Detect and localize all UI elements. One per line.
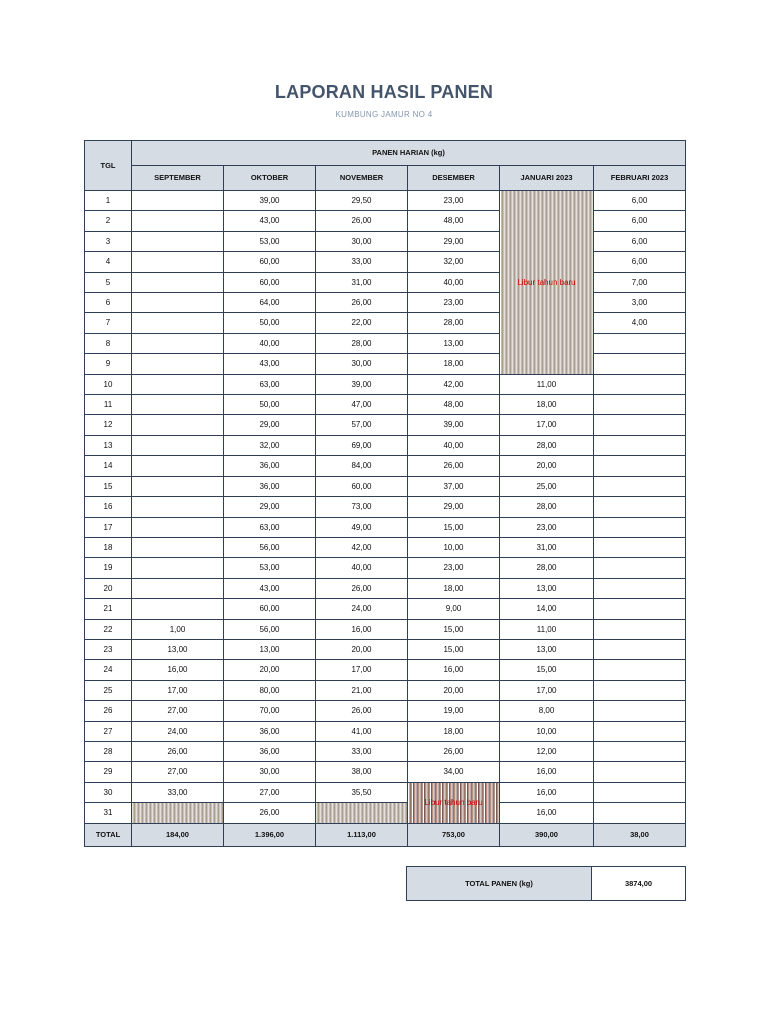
harvest-cell: 7,00 — [594, 272, 686, 292]
harvest-cell: 27,00 — [224, 782, 316, 802]
harvest-cell: 63,00 — [224, 517, 316, 537]
harvest-cell: 39,00 — [224, 191, 316, 211]
date-cell: 29 — [85, 762, 132, 782]
date-cell: 21 — [85, 599, 132, 619]
harvest-cell — [132, 252, 224, 272]
harvest-cell — [132, 374, 224, 394]
date-cell: 1 — [85, 191, 132, 211]
harvest-cell — [594, 680, 686, 700]
harvest-cell: 16,00 — [500, 803, 594, 823]
harvest-cell: 11,00 — [500, 374, 594, 394]
table-row — [85, 231, 686, 251]
harvest-cell — [594, 435, 686, 455]
tgl-header: TGL — [85, 141, 132, 191]
harvest-cell: 63,00 — [224, 374, 316, 394]
date-cell: 20 — [85, 578, 132, 598]
table-row — [85, 762, 686, 782]
harvest-cell: 32,00 — [408, 252, 500, 272]
harvest-cell: 26,00 — [408, 456, 500, 476]
harvest-cell — [594, 741, 686, 761]
harvest-cell: 8,00 — [500, 701, 594, 721]
total-cell: 1.113,00 — [316, 823, 408, 846]
holiday-label: Libur tahun baru — [517, 277, 576, 287]
harvest-cell — [594, 497, 686, 517]
table-row — [85, 497, 686, 517]
harvest-cell — [132, 456, 224, 476]
harvest-cell: 26,00 — [316, 701, 408, 721]
table-row — [85, 537, 686, 557]
date-cell: 7 — [85, 313, 132, 333]
harvest-cell: 60,00 — [224, 272, 316, 292]
harvest-cell: 29,00 — [408, 497, 500, 517]
harvest-cell: 15,00 — [408, 639, 500, 659]
table-row — [85, 517, 686, 537]
harvest-cell: 4,00 — [594, 313, 686, 333]
harvest-cell — [594, 803, 686, 823]
harvest-cell: 16,00 — [500, 762, 594, 782]
harvest-cell: 1,00 — [132, 619, 224, 639]
harvest-cell — [132, 231, 224, 251]
harvest-cell — [132, 537, 224, 557]
month-header: OKTOBER — [224, 166, 316, 191]
date-cell: 4 — [85, 252, 132, 272]
harvest-cell: 26,00 — [132, 741, 224, 761]
table-row — [85, 374, 686, 394]
harvest-cell: 43,00 — [224, 354, 316, 374]
harvest-cell: 25,00 — [500, 476, 594, 496]
table-row — [85, 191, 686, 211]
harvest-cell — [594, 578, 686, 598]
table-row — [85, 415, 686, 435]
table-row — [85, 293, 686, 313]
invalid-date-cell — [316, 803, 408, 823]
table-row — [85, 599, 686, 619]
harvest-cell — [594, 701, 686, 721]
harvest-cell: 24,00 — [316, 599, 408, 619]
date-cell: 17 — [85, 517, 132, 537]
harvest-cell: 49,00 — [316, 517, 408, 537]
harvest-cell: 41,00 — [316, 721, 408, 741]
harvest-cell: 30,00 — [316, 354, 408, 374]
harvest-cell: 36,00 — [224, 741, 316, 761]
harvest-cell — [132, 191, 224, 211]
harvest-cell: 13,00 — [500, 578, 594, 598]
harvest-cell: 6,00 — [594, 252, 686, 272]
harvest-cell: 32,00 — [224, 435, 316, 455]
total-harvest-box — [406, 866, 686, 901]
table-row — [85, 741, 686, 761]
harvest-cell: 15,00 — [408, 619, 500, 639]
harvest-cell — [594, 599, 686, 619]
table-row — [85, 558, 686, 578]
harvest-cell: 57,00 — [316, 415, 408, 435]
table-row — [85, 211, 686, 231]
date-cell: 13 — [85, 435, 132, 455]
harvest-cell: 28,00 — [500, 558, 594, 578]
table-row — [85, 578, 686, 598]
harvest-cell: 26,00 — [316, 211, 408, 231]
harvest-cell: 16,00 — [132, 660, 224, 680]
harvest-cell — [594, 721, 686, 741]
harvest-cell — [594, 415, 686, 435]
total-cell: 184,00 — [132, 823, 224, 846]
harvest-cell: 12,00 — [500, 741, 594, 761]
harvest-cell: 47,00 — [316, 395, 408, 415]
harvest-cell: 56,00 — [224, 619, 316, 639]
harvest-cell: 38,00 — [316, 762, 408, 782]
table-body — [85, 191, 686, 824]
harvest-cell — [594, 782, 686, 802]
harvest-cell: 60,00 — [224, 599, 316, 619]
harvest-cell: 53,00 — [224, 231, 316, 251]
date-cell: 23 — [85, 639, 132, 659]
table-row — [85, 456, 686, 476]
harvest-cell — [594, 558, 686, 578]
harvest-cell: 29,50 — [316, 191, 408, 211]
harvest-cell — [132, 272, 224, 292]
harvest-cell: 42,00 — [316, 537, 408, 557]
total-row — [85, 823, 686, 846]
date-cell: 11 — [85, 395, 132, 415]
table-row — [85, 395, 686, 415]
harvest-cell: 10,00 — [500, 721, 594, 741]
total-harvest-label: TOTAL PANEN (kg) — [407, 867, 592, 901]
harvest-cell — [594, 619, 686, 639]
harvest-cell: 11,00 — [500, 619, 594, 639]
harvest-cell: 20,00 — [408, 680, 500, 700]
harvest-cell: 30,00 — [224, 762, 316, 782]
harvest-cell: 17,00 — [316, 660, 408, 680]
harvest-cell: 40,00 — [408, 272, 500, 292]
harvest-cell: 50,00 — [224, 313, 316, 333]
harvest-cell — [594, 660, 686, 680]
harvest-cell: 6,00 — [594, 211, 686, 231]
month-header: DESEMBER — [408, 166, 500, 191]
total-cell: 753,00 — [408, 823, 500, 846]
harvest-cell: 18,00 — [408, 721, 500, 741]
date-cell: 8 — [85, 333, 132, 353]
date-cell: 15 — [85, 476, 132, 496]
harvest-cell: 24,00 — [132, 721, 224, 741]
harvest-cell: 43,00 — [224, 211, 316, 231]
date-cell: 26 — [85, 701, 132, 721]
harvest-cell — [594, 762, 686, 782]
harvest-cell: 42,00 — [408, 374, 500, 394]
harvest-cell: 19,00 — [408, 701, 500, 721]
harvest-cell — [594, 374, 686, 394]
harvest-cell — [132, 497, 224, 517]
harvest-cell — [132, 211, 224, 231]
date-cell: 6 — [85, 293, 132, 313]
total-harvest-value: 3874,00 — [592, 867, 686, 901]
harvest-cell: 33,00 — [316, 741, 408, 761]
holiday-label: Libur tahun baru — [424, 797, 483, 807]
harvest-cell: 16,00 — [500, 782, 594, 802]
harvest-cell: 40,00 — [316, 558, 408, 578]
harvest-cell: 39,00 — [316, 374, 408, 394]
report-subtitle: KUMBUNG JAMUR NO 4 — [335, 110, 433, 119]
harvest-cell: 50,00 — [224, 395, 316, 415]
harvest-cell: 80,00 — [224, 680, 316, 700]
date-cell: 3 — [85, 231, 132, 251]
harvest-cell — [132, 558, 224, 578]
date-cell: 2 — [85, 211, 132, 231]
harvest-cell: 34,00 — [408, 762, 500, 782]
table-row — [85, 313, 686, 333]
harvest-cell: 28,00 — [500, 435, 594, 455]
harvest-cell: 21,00 — [316, 680, 408, 700]
harvest-cell: 18,00 — [500, 395, 594, 415]
harvest-cell: 20,00 — [500, 456, 594, 476]
harvest-cell: 64,00 — [224, 293, 316, 313]
harvest-cell: 36,00 — [224, 476, 316, 496]
harvest-cell: 48,00 — [408, 395, 500, 415]
harvest-cell: 18,00 — [408, 578, 500, 598]
harvest-cell: 23,00 — [500, 517, 594, 537]
harvest-cell — [132, 293, 224, 313]
holiday-block-desember — [408, 782, 500, 823]
harvest-cell — [132, 599, 224, 619]
harvest-cell: 69,00 — [316, 435, 408, 455]
total-cell: 1.396,00 — [224, 823, 316, 846]
harvest-cell — [132, 476, 224, 496]
harvest-cell: 13,00 — [132, 639, 224, 659]
harvest-cell — [594, 354, 686, 374]
harvest-cell: 40,00 — [224, 333, 316, 353]
harvest-cell — [132, 354, 224, 374]
date-cell: 25 — [85, 680, 132, 700]
harvest-cell: 28,00 — [500, 497, 594, 517]
harvest-cell: 22,00 — [316, 313, 408, 333]
month-header: NOVEMBER — [316, 166, 408, 191]
harvest-cell — [594, 639, 686, 659]
harvest-cell — [132, 313, 224, 333]
harvest-cell: 31,00 — [316, 272, 408, 292]
harvest-cell: 37,00 — [408, 476, 500, 496]
harvest-cell: 28,00 — [316, 333, 408, 353]
harvest-cell: 13,00 — [408, 333, 500, 353]
harvest-cell: 73,00 — [316, 497, 408, 517]
date-cell: 14 — [85, 456, 132, 476]
table-row — [85, 354, 686, 374]
total-cell: 390,00 — [500, 823, 594, 846]
harvest-cell: 36,00 — [224, 721, 316, 741]
table-row — [85, 803, 686, 823]
date-cell: 12 — [85, 415, 132, 435]
table-row — [85, 782, 686, 802]
table-row — [85, 252, 686, 272]
harvest-cell: 9,00 — [408, 599, 500, 619]
date-cell: 19 — [85, 558, 132, 578]
harvest-cell: 26,00 — [224, 803, 316, 823]
harvest-cell: 48,00 — [408, 211, 500, 231]
harvest-cell: 30,00 — [316, 231, 408, 251]
harvest-cell: 23,00 — [408, 293, 500, 313]
harvest-cell: 53,00 — [224, 558, 316, 578]
date-cell: 10 — [85, 374, 132, 394]
harvest-cell: 60,00 — [224, 252, 316, 272]
harvest-cell: 43,00 — [224, 578, 316, 598]
harvest-cell — [594, 456, 686, 476]
harvest-cell: 23,00 — [408, 558, 500, 578]
harvest-cell: 70,00 — [224, 701, 316, 721]
harvest-cell: 29,00 — [224, 415, 316, 435]
harvest-cell: 17,00 — [132, 680, 224, 700]
harvest-cell — [594, 395, 686, 415]
harvest-cell — [132, 333, 224, 353]
harvest-cell — [132, 415, 224, 435]
harvest-cell — [594, 537, 686, 557]
harvest-cell — [132, 435, 224, 455]
harvest-cell: 29,00 — [224, 497, 316, 517]
harvest-cell: 3,00 — [594, 293, 686, 313]
date-cell: 28 — [85, 741, 132, 761]
harvest-cell: 23,00 — [408, 191, 500, 211]
date-cell: 18 — [85, 537, 132, 557]
harvest-cell: 84,00 — [316, 456, 408, 476]
holiday-block-januari — [500, 191, 594, 375]
month-header: FEBRUARI 2023 — [594, 166, 686, 191]
harvest-cell: 26,00 — [316, 293, 408, 313]
date-cell: 5 — [85, 272, 132, 292]
harvest-cell: 39,00 — [408, 415, 500, 435]
table-row — [85, 639, 686, 659]
table-row — [85, 435, 686, 455]
month-header: JANUARI 2023 — [500, 166, 594, 191]
harvest-cell: 28,00 — [408, 313, 500, 333]
group-header: PANEN HARIAN (kg) — [132, 141, 686, 166]
harvest-cell: 6,00 — [594, 191, 686, 211]
table-row — [85, 619, 686, 639]
harvest-cell: 33,00 — [316, 252, 408, 272]
harvest-cell: 29,00 — [408, 231, 500, 251]
harvest-cell: 18,00 — [408, 354, 500, 374]
date-cell: 24 — [85, 660, 132, 680]
harvest-cell: 60,00 — [316, 476, 408, 496]
harvest-cell: 36,00 — [224, 456, 316, 476]
table-row — [85, 660, 686, 680]
harvest-cell: 14,00 — [500, 599, 594, 619]
harvest-table — [84, 140, 686, 847]
harvest-cell: 17,00 — [500, 680, 594, 700]
harvest-cell: 35,50 — [316, 782, 408, 802]
harvest-cell: 10,00 — [408, 537, 500, 557]
harvest-cell: 31,00 — [500, 537, 594, 557]
date-cell: 9 — [85, 354, 132, 374]
harvest-cell: 6,00 — [594, 231, 686, 251]
harvest-cell — [132, 578, 224, 598]
harvest-cell — [594, 333, 686, 353]
harvest-cell — [132, 517, 224, 537]
harvest-cell: 56,00 — [224, 537, 316, 557]
harvest-cell: 16,00 — [408, 660, 500, 680]
harvest-cell: 27,00 — [132, 762, 224, 782]
harvest-cell: 13,00 — [224, 639, 316, 659]
table-row — [85, 721, 686, 741]
harvest-cell: 33,00 — [132, 782, 224, 802]
total-label: TOTAL — [85, 823, 132, 846]
date-cell: 30 — [85, 782, 132, 802]
table-row — [85, 333, 686, 353]
invalid-date-cell — [132, 803, 224, 823]
table-row — [85, 476, 686, 496]
harvest-cell: 27,00 — [132, 701, 224, 721]
total-cell: 38,00 — [594, 823, 686, 846]
date-cell: 27 — [85, 721, 132, 741]
harvest-cell — [132, 395, 224, 415]
month-header: SEPTEMBER — [132, 166, 224, 191]
harvest-cell: 20,00 — [316, 639, 408, 659]
harvest-cell: 15,00 — [408, 517, 500, 537]
harvest-cell: 16,00 — [316, 619, 408, 639]
harvest-cell: 13,00 — [500, 639, 594, 659]
date-cell: 16 — [85, 497, 132, 517]
report-title: LAPORAN HASIL PANEN — [274, 82, 494, 102]
harvest-cell: 26,00 — [316, 578, 408, 598]
harvest-cell — [594, 517, 686, 537]
table-row — [85, 680, 686, 700]
harvest-cell: 15,00 — [500, 660, 594, 680]
harvest-cell — [594, 476, 686, 496]
harvest-cell: 26,00 — [408, 741, 500, 761]
table-row — [85, 701, 686, 721]
date-cell: 22 — [85, 619, 132, 639]
harvest-cell: 17,00 — [500, 415, 594, 435]
date-cell: 31 — [85, 803, 132, 823]
table-row — [85, 272, 686, 292]
harvest-cell: 40,00 — [408, 435, 500, 455]
harvest-cell: 20,00 — [224, 660, 316, 680]
